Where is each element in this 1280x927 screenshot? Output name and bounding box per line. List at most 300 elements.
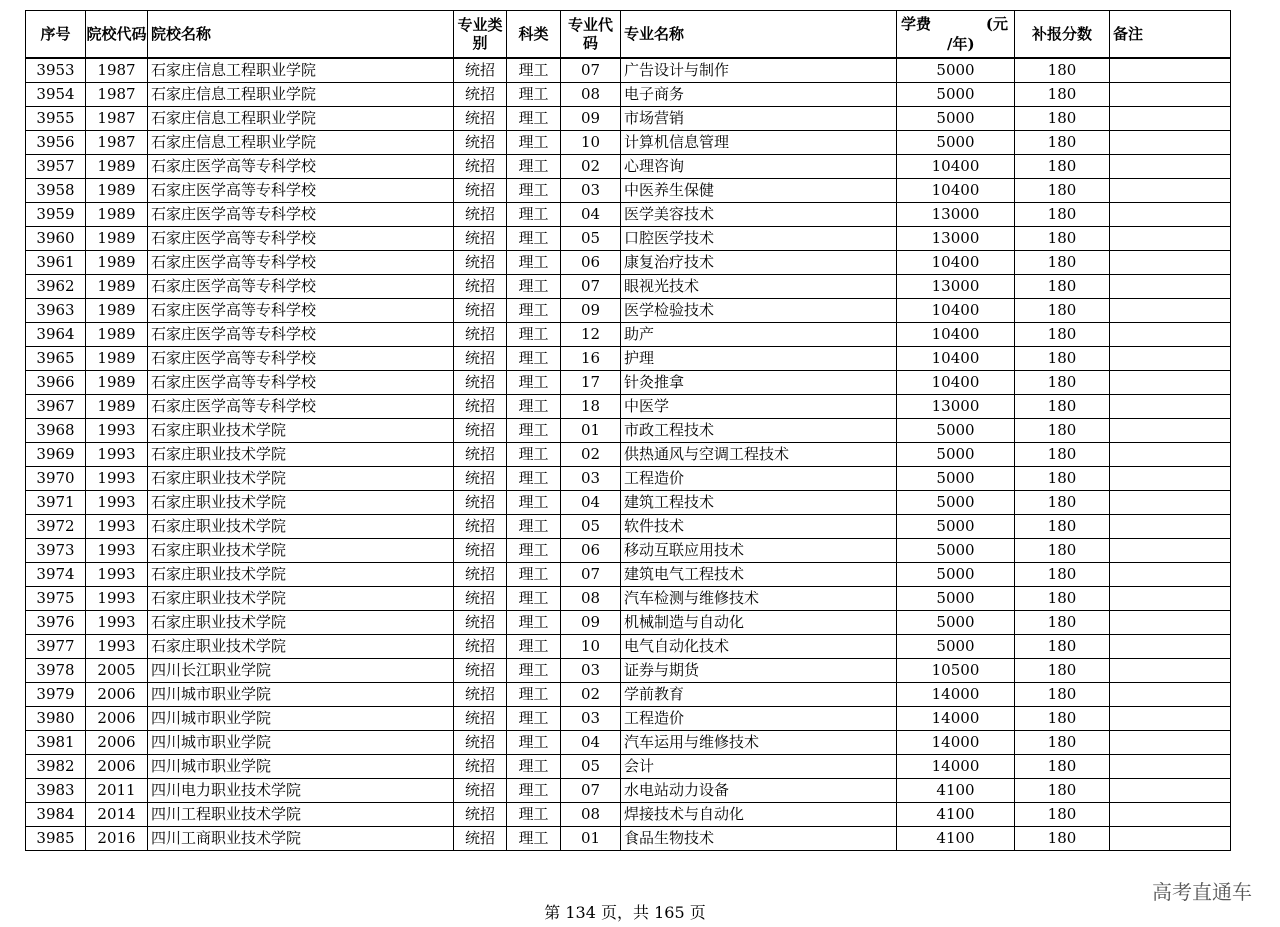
cell-score: 180 xyxy=(1015,827,1110,851)
table-row xyxy=(26,515,1231,539)
cell-note xyxy=(1110,515,1231,539)
cell-score: 180 xyxy=(1015,491,1110,515)
cell-school-code: 1987 xyxy=(86,107,148,131)
table-row xyxy=(26,371,1231,395)
cell-seq: 3970 xyxy=(26,467,86,491)
cell-school-code: 2016 xyxy=(86,827,148,851)
cell-major-code: 18 xyxy=(561,395,621,419)
cell-subject: 理工 xyxy=(507,275,561,299)
cell-note xyxy=(1110,251,1231,275)
cell-major-code: 06 xyxy=(561,539,621,563)
cell-major-name: 建筑工程技术 xyxy=(621,491,897,515)
cell-school-name: 石家庄医学高等专科学校 xyxy=(148,395,454,419)
cell-score: 180 xyxy=(1015,587,1110,611)
cell-major-name: 建筑电气工程技术 xyxy=(621,563,897,587)
header-school-name: 院校名称 xyxy=(148,11,454,59)
cell-major-type: 统招 xyxy=(454,803,507,827)
cell-score: 180 xyxy=(1015,275,1110,299)
cell-score: 180 xyxy=(1015,107,1110,131)
cell-school-name: 四川城市职业学院 xyxy=(148,683,454,707)
cell-school-name: 石家庄职业技术学院 xyxy=(148,587,454,611)
cell-major-type: 统招 xyxy=(454,467,507,491)
header-fee-unit-a: (元 xyxy=(985,15,1008,33)
cell-major-name: 机械制造与自动化 xyxy=(621,611,897,635)
cell-school-code: 1989 xyxy=(86,275,148,299)
header-major-code: 专业代码 xyxy=(561,11,621,59)
cell-major-type: 统招 xyxy=(454,491,507,515)
cell-score: 180 xyxy=(1015,131,1110,155)
cell-major-code: 05 xyxy=(561,227,621,251)
cell-note xyxy=(1110,491,1231,515)
cell-note xyxy=(1110,395,1231,419)
cell-major-type: 统招 xyxy=(454,563,507,587)
cell-school-name: 石家庄医学高等专科学校 xyxy=(148,275,454,299)
cell-major-type: 统招 xyxy=(454,731,507,755)
cell-school-name: 四川工程职业技术学院 xyxy=(148,803,454,827)
cell-school-code: 1989 xyxy=(86,323,148,347)
cell-major-code: 12 xyxy=(561,323,621,347)
cell-major-code: 03 xyxy=(561,659,621,683)
cell-seq: 3982 xyxy=(26,755,86,779)
cell-seq: 3954 xyxy=(26,83,86,107)
cell-school-name: 石家庄职业技术学院 xyxy=(148,467,454,491)
cell-fee: 5000 xyxy=(897,563,1015,587)
cell-score: 180 xyxy=(1015,659,1110,683)
cell-major-code: 09 xyxy=(561,611,621,635)
cell-seq: 3973 xyxy=(26,539,86,563)
cell-subject: 理工 xyxy=(507,371,561,395)
cell-score: 180 xyxy=(1015,299,1110,323)
cell-major-name: 助产 xyxy=(621,323,897,347)
cell-school-code: 1993 xyxy=(86,467,148,491)
cell-school-code: 1993 xyxy=(86,419,148,443)
cell-score: 180 xyxy=(1015,371,1110,395)
cell-school-name: 石家庄医学高等专科学校 xyxy=(148,203,454,227)
cell-note xyxy=(1110,611,1231,635)
table-row xyxy=(26,347,1231,371)
cell-seq: 3978 xyxy=(26,659,86,683)
cell-major-type: 统招 xyxy=(454,707,507,731)
cell-subject: 理工 xyxy=(507,827,561,851)
cell-fee: 10400 xyxy=(897,155,1015,179)
cell-major-name: 心理咨询 xyxy=(621,155,897,179)
cell-score: 180 xyxy=(1015,707,1110,731)
cell-major-code: 09 xyxy=(561,107,621,131)
table-row xyxy=(26,395,1231,419)
cell-fee: 5000 xyxy=(897,419,1015,443)
cell-score: 180 xyxy=(1015,635,1110,659)
cell-major-name: 市场营销 xyxy=(621,107,897,131)
cell-note xyxy=(1110,635,1231,659)
cell-score: 180 xyxy=(1015,539,1110,563)
cell-note xyxy=(1110,779,1231,803)
cell-school-code: 1989 xyxy=(86,371,148,395)
header-subject: 科类 xyxy=(507,11,561,59)
table-row xyxy=(26,779,1231,803)
cell-school-name: 石家庄医学高等专科学校 xyxy=(148,251,454,275)
cell-major-code: 03 xyxy=(561,179,621,203)
cell-score: 180 xyxy=(1015,755,1110,779)
table-row xyxy=(26,179,1231,203)
cell-school-name: 石家庄医学高等专科学校 xyxy=(148,179,454,203)
header-school-code: 院校代码 xyxy=(86,11,148,59)
cell-major-name: 广告设计与制作 xyxy=(621,58,897,83)
cell-school-code: 1993 xyxy=(86,539,148,563)
cell-major-code: 01 xyxy=(561,827,621,851)
cell-note xyxy=(1110,83,1231,107)
cell-school-name: 四川城市职业学院 xyxy=(148,731,454,755)
cell-major-type: 统招 xyxy=(454,227,507,251)
cell-fee: 5000 xyxy=(897,467,1015,491)
cell-score: 180 xyxy=(1015,323,1110,347)
header-seq: 序号 xyxy=(26,11,86,59)
cell-subject: 理工 xyxy=(507,107,561,131)
cell-note xyxy=(1110,539,1231,563)
cell-seq: 3971 xyxy=(26,491,86,515)
cell-major-type: 统招 xyxy=(454,419,507,443)
cell-seq: 3963 xyxy=(26,299,86,323)
cell-major-name: 工程造价 xyxy=(621,707,897,731)
cell-fee: 4100 xyxy=(897,779,1015,803)
cell-note xyxy=(1110,323,1231,347)
cell-school-code: 1993 xyxy=(86,587,148,611)
cell-subject: 理工 xyxy=(507,227,561,251)
cell-score: 180 xyxy=(1015,179,1110,203)
cell-subject: 理工 xyxy=(507,803,561,827)
cell-school-code: 2006 xyxy=(86,731,148,755)
cell-major-code: 02 xyxy=(561,443,621,467)
cell-major-type: 统招 xyxy=(454,251,507,275)
cell-subject: 理工 xyxy=(507,83,561,107)
table-row xyxy=(26,299,1231,323)
cell-major-type: 统招 xyxy=(454,58,507,83)
cell-school-name: 石家庄医学高等专科学校 xyxy=(148,227,454,251)
cell-school-name: 四川工商职业技术学院 xyxy=(148,827,454,851)
cell-major-type: 统招 xyxy=(454,827,507,851)
cell-school-code: 1993 xyxy=(86,563,148,587)
cell-seq: 3980 xyxy=(26,707,86,731)
cell-fee: 10400 xyxy=(897,323,1015,347)
cell-note xyxy=(1110,443,1231,467)
cell-note xyxy=(1110,58,1231,83)
cell-score: 180 xyxy=(1015,803,1110,827)
cell-major-name: 学前教育 xyxy=(621,683,897,707)
table-row xyxy=(26,683,1231,707)
cell-major-type: 统招 xyxy=(454,755,507,779)
watermark-text: 高考直通车 xyxy=(1152,880,1252,904)
cell-fee: 10400 xyxy=(897,179,1015,203)
cell-subject: 理工 xyxy=(507,755,561,779)
cell-school-code: 2006 xyxy=(86,755,148,779)
cell-fee: 13000 xyxy=(897,275,1015,299)
cell-major-name: 中医养生保健 xyxy=(621,179,897,203)
table-row xyxy=(26,227,1231,251)
cell-score: 180 xyxy=(1015,58,1110,83)
cell-school-code: 1989 xyxy=(86,395,148,419)
cell-seq: 3962 xyxy=(26,275,86,299)
cell-major-name: 汽车运用与维修技术 xyxy=(621,731,897,755)
header-fee xyxy=(897,11,1015,59)
cell-school-code: 2011 xyxy=(86,779,148,803)
cell-fee: 5000 xyxy=(897,539,1015,563)
cell-subject: 理工 xyxy=(507,443,561,467)
cell-school-name: 石家庄职业技术学院 xyxy=(148,611,454,635)
table-row xyxy=(26,58,1231,83)
cell-major-type: 统招 xyxy=(454,395,507,419)
table-row xyxy=(26,443,1231,467)
cell-seq: 3967 xyxy=(26,395,86,419)
cell-major-name: 焊接技术与自动化 xyxy=(621,803,897,827)
cell-school-name: 石家庄信息工程职业学院 xyxy=(148,58,454,83)
cell-subject: 理工 xyxy=(507,131,561,155)
cell-major-code: 07 xyxy=(561,275,621,299)
cell-subject: 理工 xyxy=(507,419,561,443)
cell-school-name: 石家庄医学高等专科学校 xyxy=(148,323,454,347)
cell-major-type: 统招 xyxy=(454,203,507,227)
table-row xyxy=(26,251,1231,275)
cell-subject: 理工 xyxy=(507,563,561,587)
cell-major-name: 证券与期货 xyxy=(621,659,897,683)
cell-major-name: 计算机信息管理 xyxy=(621,131,897,155)
cell-subject: 理工 xyxy=(507,299,561,323)
cell-fee: 10400 xyxy=(897,347,1015,371)
table-row xyxy=(26,107,1231,131)
cell-fee: 10400 xyxy=(897,251,1015,275)
cell-school-code: 2006 xyxy=(86,707,148,731)
table-row xyxy=(26,827,1231,851)
table-row xyxy=(26,467,1231,491)
cell-score: 180 xyxy=(1015,443,1110,467)
cell-school-name: 石家庄信息工程职业学院 xyxy=(148,107,454,131)
cell-major-code: 05 xyxy=(561,755,621,779)
cell-score: 180 xyxy=(1015,779,1110,803)
cell-school-code: 1989 xyxy=(86,251,148,275)
cell-major-name: 电子商务 xyxy=(621,83,897,107)
cell-subject: 理工 xyxy=(507,467,561,491)
cell-school-name: 石家庄医学高等专科学校 xyxy=(148,371,454,395)
cell-school-name: 石家庄职业技术学院 xyxy=(148,443,454,467)
cell-note xyxy=(1110,803,1231,827)
cell-school-name: 石家庄职业技术学院 xyxy=(148,563,454,587)
cell-school-code: 1993 xyxy=(86,611,148,635)
cell-major-type: 统招 xyxy=(454,659,507,683)
cell-major-type: 统招 xyxy=(454,515,507,539)
cell-note xyxy=(1110,683,1231,707)
cell-major-name: 口腔医学技术 xyxy=(621,227,897,251)
cell-major-code: 04 xyxy=(561,203,621,227)
cell-school-code: 1993 xyxy=(86,515,148,539)
cell-note xyxy=(1110,347,1231,371)
table-body xyxy=(26,58,1231,851)
cell-fee: 5000 xyxy=(897,491,1015,515)
cell-seq: 3985 xyxy=(26,827,86,851)
table-row xyxy=(26,539,1231,563)
cell-fee: 4100 xyxy=(897,827,1015,851)
cell-subject: 理工 xyxy=(507,155,561,179)
header-score: 补报分数 xyxy=(1015,11,1110,59)
cell-subject: 理工 xyxy=(507,323,561,347)
cell-school-code: 1987 xyxy=(86,131,148,155)
cell-major-code: 04 xyxy=(561,731,621,755)
cell-subject: 理工 xyxy=(507,683,561,707)
cell-subject: 理工 xyxy=(507,611,561,635)
cell-seq: 3976 xyxy=(26,611,86,635)
cell-note xyxy=(1110,275,1231,299)
cell-major-type: 统招 xyxy=(454,683,507,707)
cell-subject: 理工 xyxy=(507,539,561,563)
header-note: 备注 xyxy=(1110,11,1231,59)
table-row xyxy=(26,659,1231,683)
cell-seq: 3966 xyxy=(26,371,86,395)
cell-score: 180 xyxy=(1015,611,1110,635)
cell-major-name: 眼视光技术 xyxy=(621,275,897,299)
cell-fee: 4100 xyxy=(897,803,1015,827)
cell-school-name: 石家庄职业技术学院 xyxy=(148,539,454,563)
cell-major-name: 水电站动力设备 xyxy=(621,779,897,803)
cell-school-name: 石家庄职业技术学院 xyxy=(148,491,454,515)
cell-major-name: 电气自动化技术 xyxy=(621,635,897,659)
cell-major-name: 医学检验技术 xyxy=(621,299,897,323)
cell-school-code: 2014 xyxy=(86,803,148,827)
cell-major-name: 软件技术 xyxy=(621,515,897,539)
cell-major-name: 食品生物技术 xyxy=(621,827,897,851)
cell-score: 180 xyxy=(1015,227,1110,251)
cell-note xyxy=(1110,659,1231,683)
cell-seq: 3977 xyxy=(26,635,86,659)
cell-major-code: 09 xyxy=(561,299,621,323)
cell-note xyxy=(1110,227,1231,251)
table-row xyxy=(26,275,1231,299)
cell-seq: 3953 xyxy=(26,58,86,83)
cell-school-code: 1989 xyxy=(86,203,148,227)
cell-note xyxy=(1110,179,1231,203)
cell-school-code: 1993 xyxy=(86,443,148,467)
cell-major-name: 针灸推拿 xyxy=(621,371,897,395)
cell-major-type: 统招 xyxy=(454,635,507,659)
cell-note xyxy=(1110,107,1231,131)
cell-major-type: 统招 xyxy=(454,299,507,323)
cell-school-name: 石家庄医学高等专科学校 xyxy=(148,299,454,323)
cell-seq: 3972 xyxy=(26,515,86,539)
cell-subject: 理工 xyxy=(507,587,561,611)
cell-major-code: 08 xyxy=(561,803,621,827)
cell-score: 180 xyxy=(1015,683,1110,707)
cell-school-name: 石家庄职业技术学院 xyxy=(148,635,454,659)
cell-note xyxy=(1110,707,1231,731)
cell-fee: 5000 xyxy=(897,443,1015,467)
table-row xyxy=(26,755,1231,779)
header-major-name: 专业名称 xyxy=(621,11,897,59)
cell-school-code: 1989 xyxy=(86,347,148,371)
cell-school-name: 石家庄职业技术学院 xyxy=(148,515,454,539)
cell-major-type: 统招 xyxy=(454,83,507,107)
table-row xyxy=(26,203,1231,227)
cell-major-type: 统招 xyxy=(454,443,507,467)
cell-school-name: 四川城市职业学院 xyxy=(148,707,454,731)
cell-school-code: 1989 xyxy=(86,299,148,323)
cell-major-name: 市政工程技术 xyxy=(621,419,897,443)
cell-seq: 3983 xyxy=(26,779,86,803)
table-row xyxy=(26,587,1231,611)
cell-major-name: 康复治疗技术 xyxy=(621,251,897,275)
cell-note xyxy=(1110,419,1231,443)
cell-note xyxy=(1110,755,1231,779)
cell-major-type: 统招 xyxy=(454,131,507,155)
cell-fee: 13000 xyxy=(897,203,1015,227)
cell-major-code: 16 xyxy=(561,347,621,371)
cell-major-code: 10 xyxy=(561,635,621,659)
cell-subject: 理工 xyxy=(507,395,561,419)
cell-seq: 3955 xyxy=(26,107,86,131)
cell-major-type: 统招 xyxy=(454,587,507,611)
cell-seq: 3961 xyxy=(26,251,86,275)
cell-fee: 5000 xyxy=(897,131,1015,155)
cell-major-type: 统招 xyxy=(454,107,507,131)
cell-major-type: 统招 xyxy=(454,371,507,395)
cell-major-code: 08 xyxy=(561,587,621,611)
cell-subject: 理工 xyxy=(507,635,561,659)
cell-school-code: 1989 xyxy=(86,155,148,179)
cell-fee: 10400 xyxy=(897,371,1015,395)
header-fee-label: 学费 xyxy=(901,15,932,33)
cell-seq: 3981 xyxy=(26,731,86,755)
table-row xyxy=(26,131,1231,155)
cell-score: 180 xyxy=(1015,155,1110,179)
cell-major-name: 中医学 xyxy=(621,395,897,419)
cell-note xyxy=(1110,371,1231,395)
cell-seq: 3965 xyxy=(26,347,86,371)
cell-note xyxy=(1110,563,1231,587)
cell-fee: 14000 xyxy=(897,755,1015,779)
cell-seq: 3984 xyxy=(26,803,86,827)
cell-fee: 5000 xyxy=(897,587,1015,611)
cell-subject: 理工 xyxy=(507,659,561,683)
cell-fee: 5000 xyxy=(897,611,1015,635)
cell-major-code: 04 xyxy=(561,491,621,515)
cell-fee: 14000 xyxy=(897,707,1015,731)
cell-major-name: 护理 xyxy=(621,347,897,371)
cell-school-name: 石家庄信息工程职业学院 xyxy=(148,83,454,107)
header-major-type: 专业类别 xyxy=(454,11,507,59)
cell-school-code: 1989 xyxy=(86,227,148,251)
cell-note xyxy=(1110,467,1231,491)
cell-subject: 理工 xyxy=(507,779,561,803)
table-row xyxy=(26,635,1231,659)
cell-score: 180 xyxy=(1015,347,1110,371)
cell-seq: 3956 xyxy=(26,131,86,155)
cell-school-code: 2005 xyxy=(86,659,148,683)
cell-major-name: 移动互联应用技术 xyxy=(621,539,897,563)
cell-subject: 理工 xyxy=(507,58,561,83)
cell-subject: 理工 xyxy=(507,731,561,755)
cell-subject: 理工 xyxy=(507,515,561,539)
cell-school-code: 1987 xyxy=(86,58,148,83)
cell-major-type: 统招 xyxy=(454,179,507,203)
cell-score: 180 xyxy=(1015,395,1110,419)
cell-major-code: 02 xyxy=(561,155,621,179)
header-fee-unit-b: /年) xyxy=(947,35,975,53)
cell-major-code: 07 xyxy=(561,563,621,587)
cell-major-name: 会计 xyxy=(621,755,897,779)
cell-seq: 3975 xyxy=(26,587,86,611)
cell-major-type: 统招 xyxy=(454,611,507,635)
cell-major-type: 统招 xyxy=(454,539,507,563)
cell-major-code: 07 xyxy=(561,779,621,803)
cell-seq: 3968 xyxy=(26,419,86,443)
cell-school-code: 2006 xyxy=(86,683,148,707)
cell-seq: 3979 xyxy=(26,683,86,707)
cell-school-name: 四川电力职业技术学院 xyxy=(148,779,454,803)
